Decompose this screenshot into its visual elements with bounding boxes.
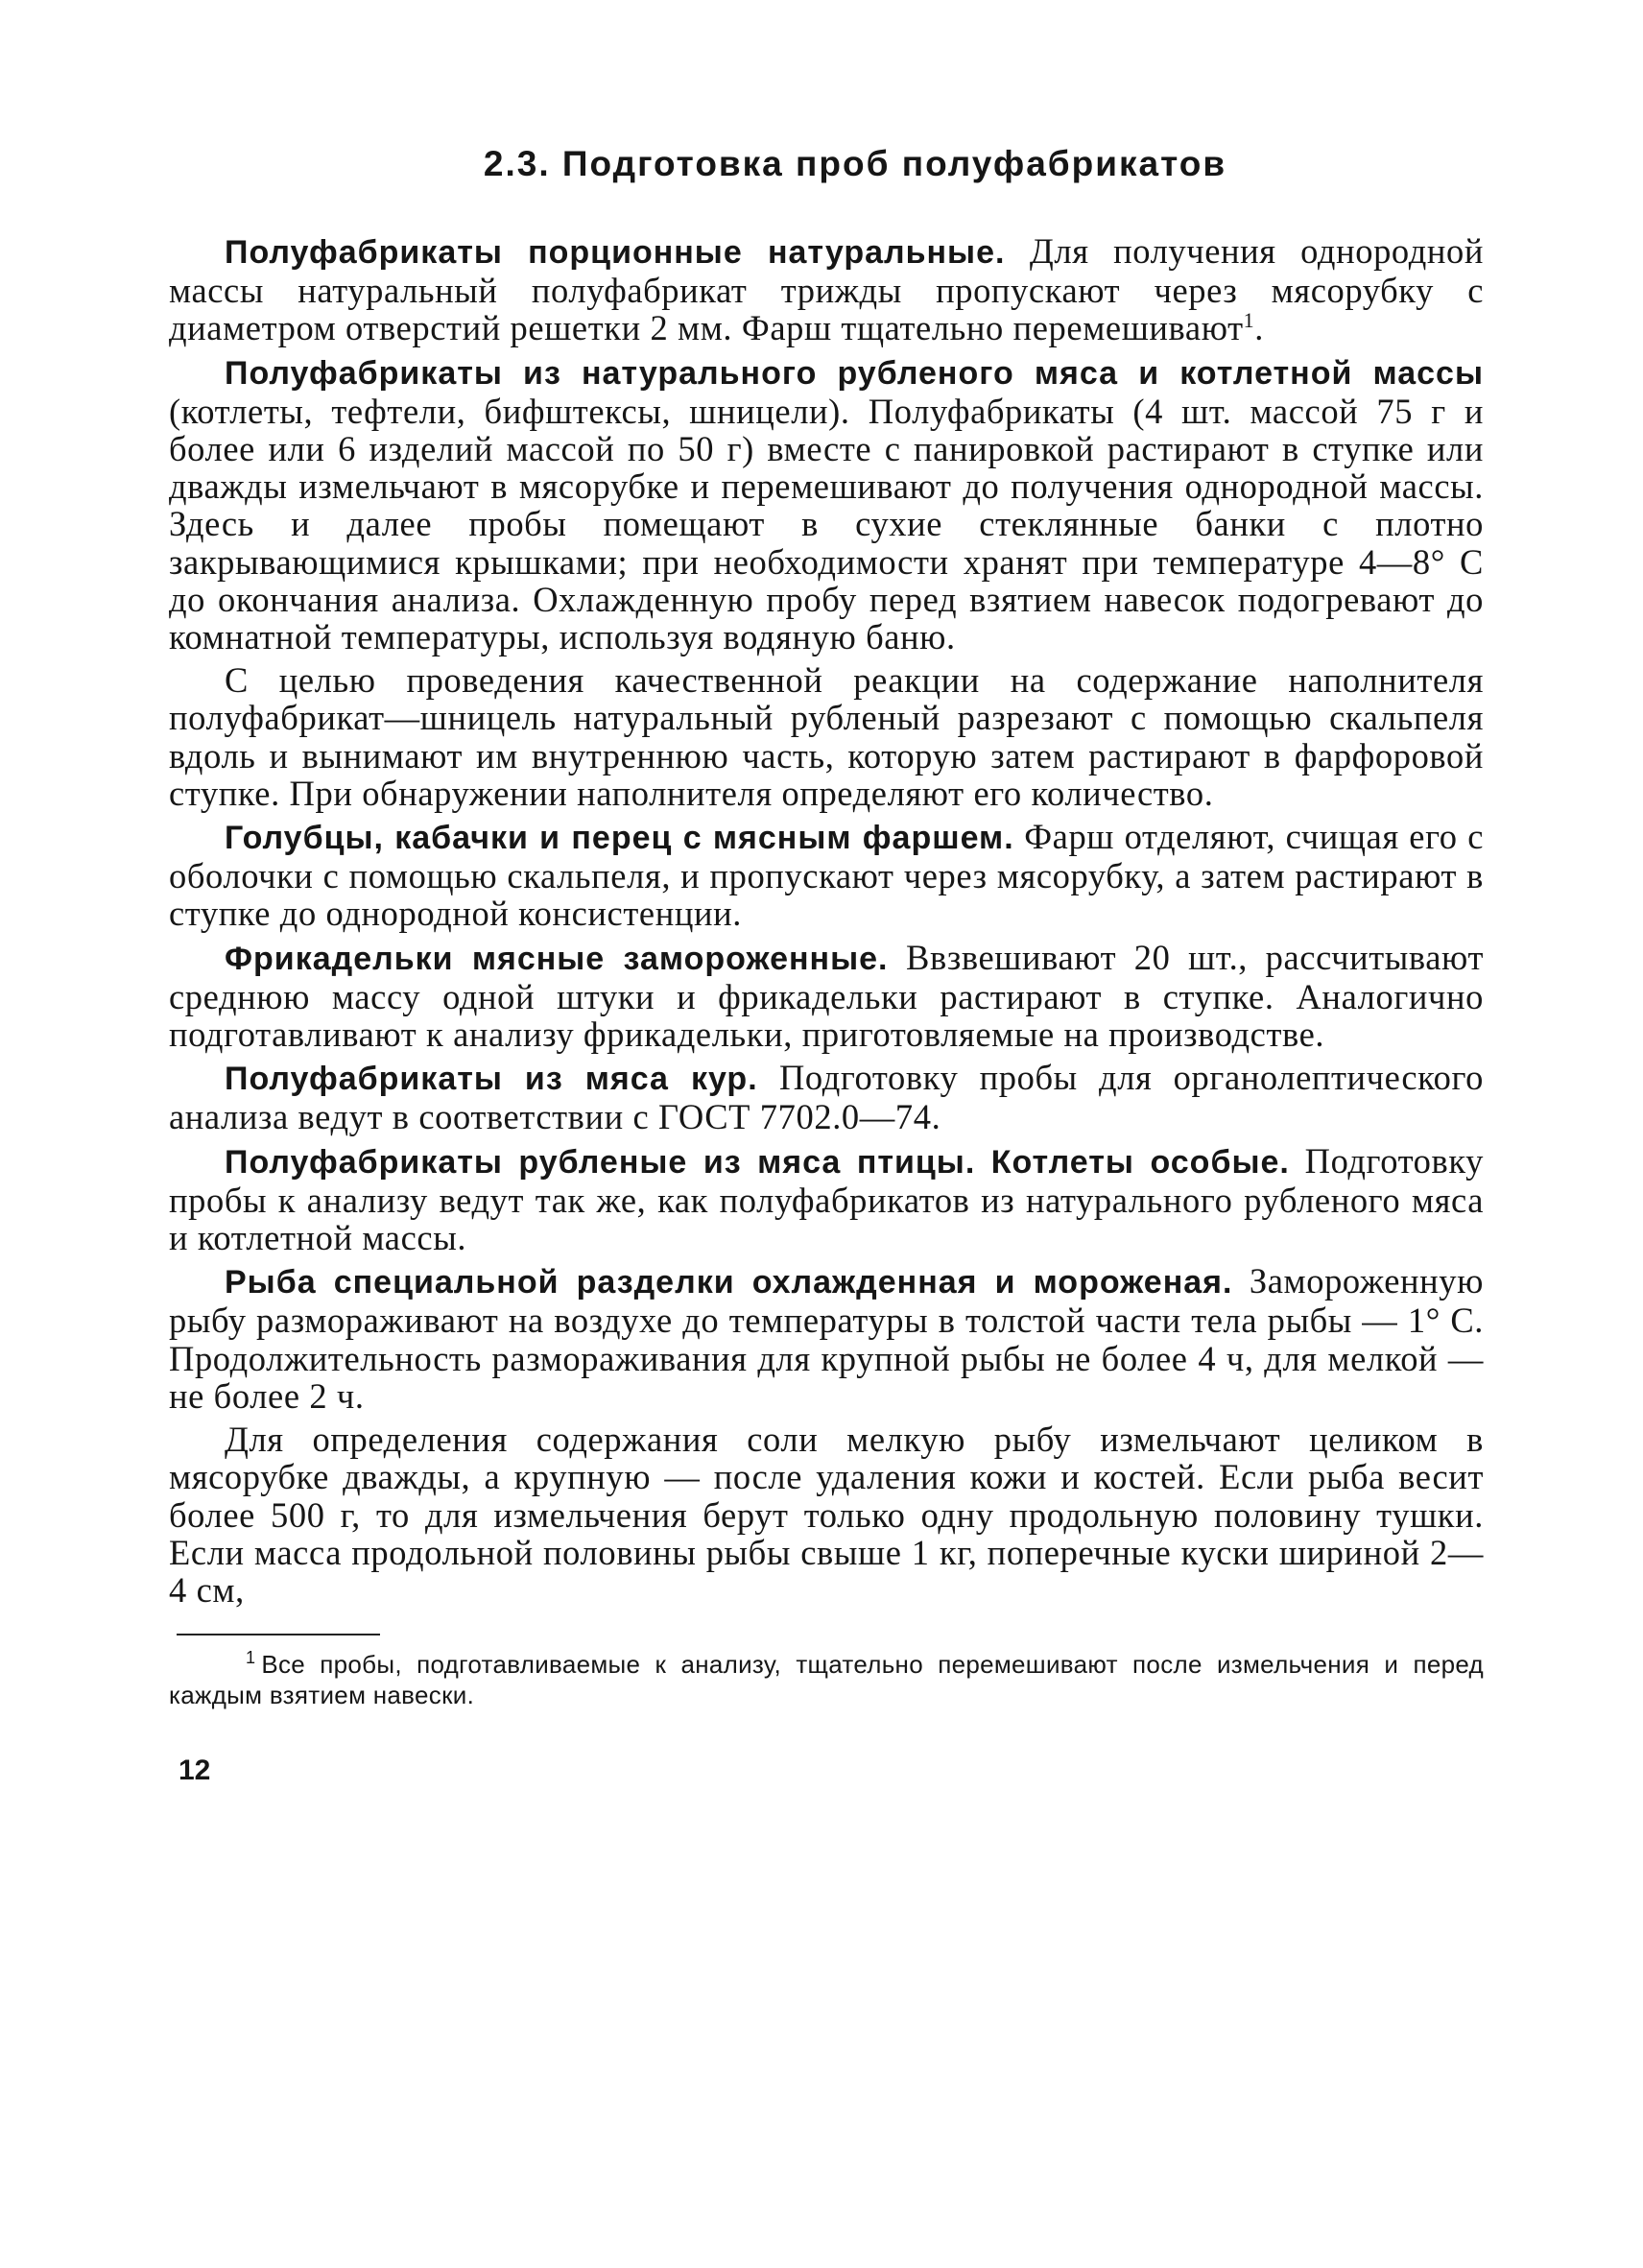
footnote-divider bbox=[177, 1634, 380, 1635]
paragraph-salt-content bbox=[169, 1420, 1484, 1609]
paragraph-text: С целью проведения качественной реакции на содержание наполнителя полуфабрикат—шницель натуральный рубленый разрезают с помощью скальпеля вдоль и вынимают им внутреннюю часть, которую затем растирают в фарфоровой ступке. При обнаружении наполнителя определяют его количество. bbox=[169, 660, 1484, 813]
paragraph-text: Для получения однородной массы натуральный полуфабрикат трижды пропускают через мясорубку с диаметром отверстий решетки 2 мм. Фарш тщательно перемешивают bbox=[169, 231, 1484, 348]
paragraph-lead: Полуфабрикаты порционные натуральные. bbox=[225, 234, 1006, 271]
paragraph-text-tail: . bbox=[1254, 308, 1264, 348]
footnote-reference: 1 bbox=[1243, 308, 1255, 333]
paragraph-text: Фарш отделяют, счищая его с оболочки с помощью скальпеля, и пропускают через мясорубку, а затем растирают в ступке до однородной консистенции. bbox=[169, 817, 1484, 934]
paragraph-text: (котлеты, тефтели, бифштексы, шницели). Полуфабрикаты (4 шт. массой 75 г и более или 6 изделий массой по 50 г) вместе с панировкой растирают в ступке или дважды измельчают в мясорубке и перемешивают до получения однородной массы. Здесь и далее пробы помещают в сухие стеклянные банки с плотно закрывающимися крышками; при необходимости хранят при температуре 4—8° С до окончания анализа. Охлажденную пробу перед взятием навесок подогревают до комнатной температуры, используя водяную баню. bbox=[169, 391, 1484, 657]
paragraph-text: Замороженную рыбу размораживают на воздухе до температуры в толстой части тела рыбы — 1° С. Продолжительность размораживания для крупной рыбы не более 4 ч, для мелкой — не более 2 ч. bbox=[169, 1261, 1484, 1416]
book-page bbox=[169, 144, 1484, 1787]
paragraph-text: Для определения содержания соли мелкую рыбу измельчают целиком в мясорубке дважды, а крупную — после удаления кожи и костей. Если рыба весит более 500 г, то для измельчения берут только одну продольную половину тушки. Если масса продольной половины рыбы свыше 1 кг, поперечные куски шириной 2—4 см, bbox=[169, 1420, 1484, 1610]
paragraph-stuffed-vegetables bbox=[169, 818, 1484, 933]
paragraph-lead: Голубцы, кабачки и перец с мясным фаршем. bbox=[225, 820, 1014, 857]
section-title: 2.3. Подготовка проб полуфабрикатов bbox=[483, 144, 1227, 183]
paragraph-lead: Рыба специальной разделки охлажденная и мороженая. bbox=[225, 1264, 1233, 1301]
paragraph-portion-semis bbox=[169, 232, 1484, 347]
footnote-number: 1 bbox=[246, 1648, 256, 1668]
page-number: 12 bbox=[179, 1755, 211, 1787]
paragraph-text: Подготовку пробы для органолептического анализа ведут в соответствии с ГОСТ 7702.0—74. bbox=[169, 1058, 1484, 1137]
footnote-text: Все пробы, подготавливаемые к анализу, тщательно перемешивают после измельчения и перед каждым взятием навески. bbox=[169, 1650, 1484, 1710]
paragraph-poultry-cutlets bbox=[169, 1142, 1484, 1257]
paragraph-meatballs bbox=[169, 939, 1484, 1054]
paragraph-lead: Фрикадельки мясные замороженные. bbox=[225, 940, 889, 977]
paragraph-fish bbox=[169, 1262, 1484, 1415]
paragraph-text: Подготовку пробы к анализу ведут так же, как полуфабрикатов из натурального рубленого мяса и котлетной массы. bbox=[169, 1140, 1484, 1258]
footnote bbox=[169, 1649, 1484, 1710]
paragraph-lead: Полуфабрикаты из мяса кур. bbox=[225, 1061, 758, 1098]
paragraph-chicken-semis bbox=[169, 1059, 1484, 1135]
paragraph-lead: Полуфабрикаты из натурального рубленого мяса и котлетной массы bbox=[225, 354, 1484, 392]
paragraph-filler-test bbox=[169, 661, 1484, 812]
paragraph-chopped-meat bbox=[169, 353, 1484, 657]
paragraph-text: Ввзвешивают 20 шт., рассчитывают среднюю массу одной штуки и фрикадельки растирают в ступке. Аналогично подготавливают к анализу фрикадельки, приготовляемые на производстве. bbox=[169, 937, 1484, 1055]
paragraph-lead: Полуфабрикаты рубленые из мяса птицы. Котлеты особые. bbox=[225, 1143, 1290, 1181]
